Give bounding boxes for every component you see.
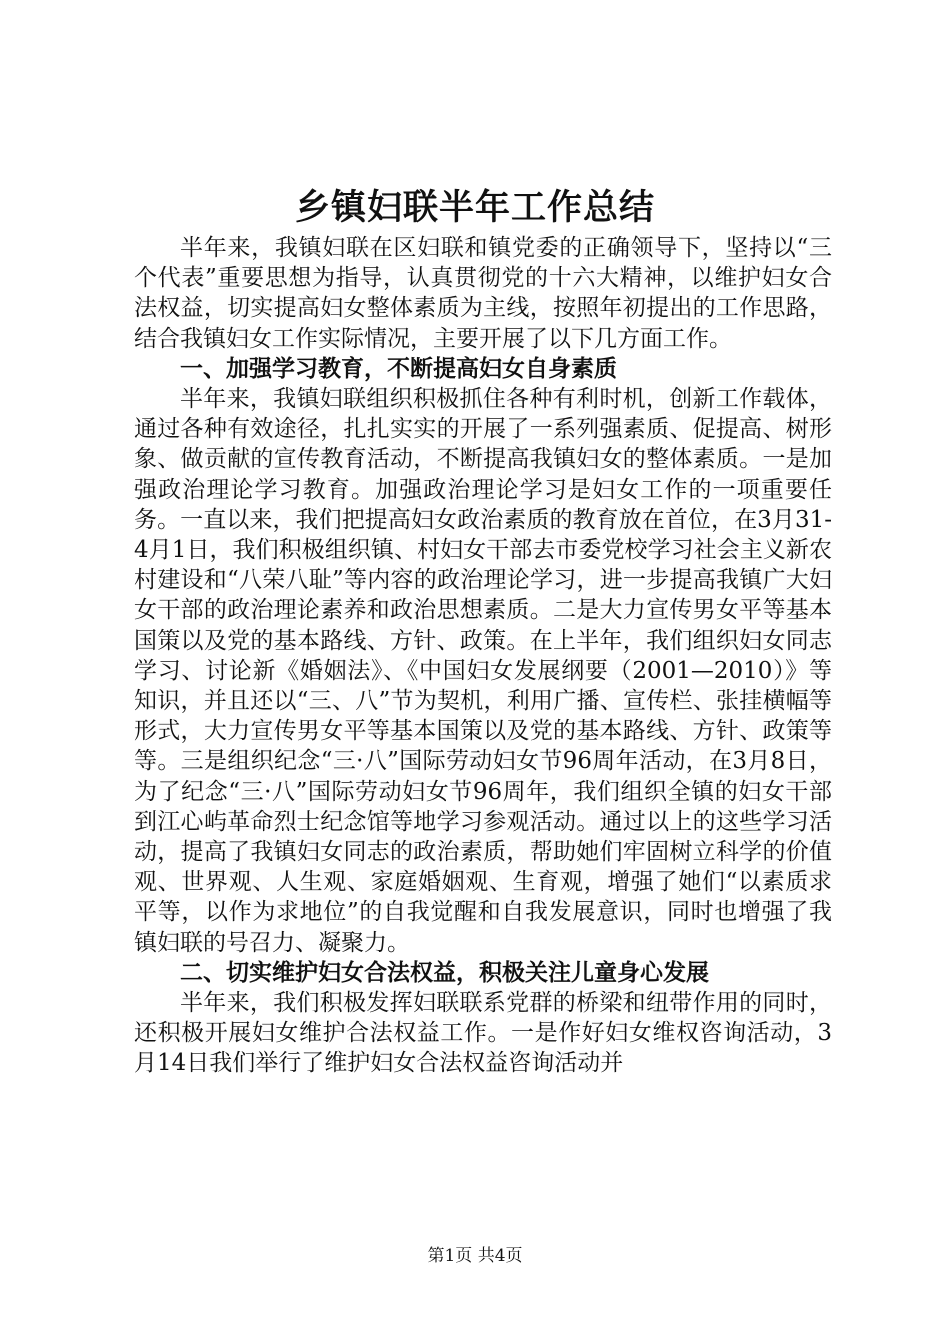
page-total: 共4页 (477, 1246, 523, 1266)
section-heading-1: 一、加强学习教育，不断提高妇女自身素质 (180, 354, 617, 382)
section-heading-2: 二、切实维护妇女合法权益，积极关注儿童身心发展 (180, 958, 709, 986)
document-body (134, 233, 832, 1079)
document-title: 乡镇妇联半年工作总结 (294, 187, 655, 228)
page-footer (0, 1244, 950, 1268)
section-2-paragraph: 半年来，我们积极发挥妇联联系党群的桥梁和纽带作用的同时，还积极开展妇女维护合法权益工作。一是作好妇女维权咨询活动，3月14日我们举行了维护妇女合法权益咨询活动并 (134, 990, 832, 1077)
page-number: 第1页 (427, 1246, 473, 1266)
section-1-paragraph: 半年来，我镇妇联组织积极抓住各种有利时机，创新工作载体，通过各种有效途径，扎扎实实的开展了一系列强素质、促提高、树形象、做贡献的宣传教育活动，不断提高我镇妇女的整体素质。一是加强政治理论学习教育。加强政治理论学习是妇女工作的一项重要任务。一直以来，我们把提高妇女政治素质的教育放在首位，在3月31-4月1日，我们积极组织镇、村妇女干部去市委党校学习社会主义新农村建设和“八荣八耻”等内容的政治理论学习，进一步提高我镇广大妇女干部的政治理论素养和政治思想素质。二是大力宣传男女平等基本国策以及党的基本路线、方针、政策。在上半年，我们组织妇女同志学习、讨论新《婚姻法》、《中国妇女发展纲要（2001—2010）》等知识，并且还以“三、八”节为契机，利用广播、宣传栏、张挂横幅等形式，大力宣传男女平等基本国策以及党的基本路线、方针、政策等等。三是组织纪念“三·八”国际劳动妇女节96周年活动，在3月8日，为了纪念“三·八”国际劳动妇女节96周年，我们组织全镇的妇女干部到江心屿革命烈士纪念馆等地学习参观活动。通过以上的这些学习活动，提高了我镇妇女同志的政治素质，帮助她们牢固树立科学的价值观、世界观、人生观、家庭婚姻观、生育观，增强了她们“以素质求平等，以作为求地位”的自我觉醒和自我发展意识，同时也增强了我镇妇联的号召力、凝聚力。 (134, 386, 832, 956)
intro-paragraph: 半年来，我镇妇联在区妇联和镇党委的正确领导下，坚持以“三个代表”重要思想为指导，认真贯彻党的十六大精神，以维护妇女合法权益，切实提高妇女整体素质为主线，按照年初提出的工作思路，结合我镇妇女工作实际情况，主要开展了以下几方面工作。 (134, 235, 832, 352)
